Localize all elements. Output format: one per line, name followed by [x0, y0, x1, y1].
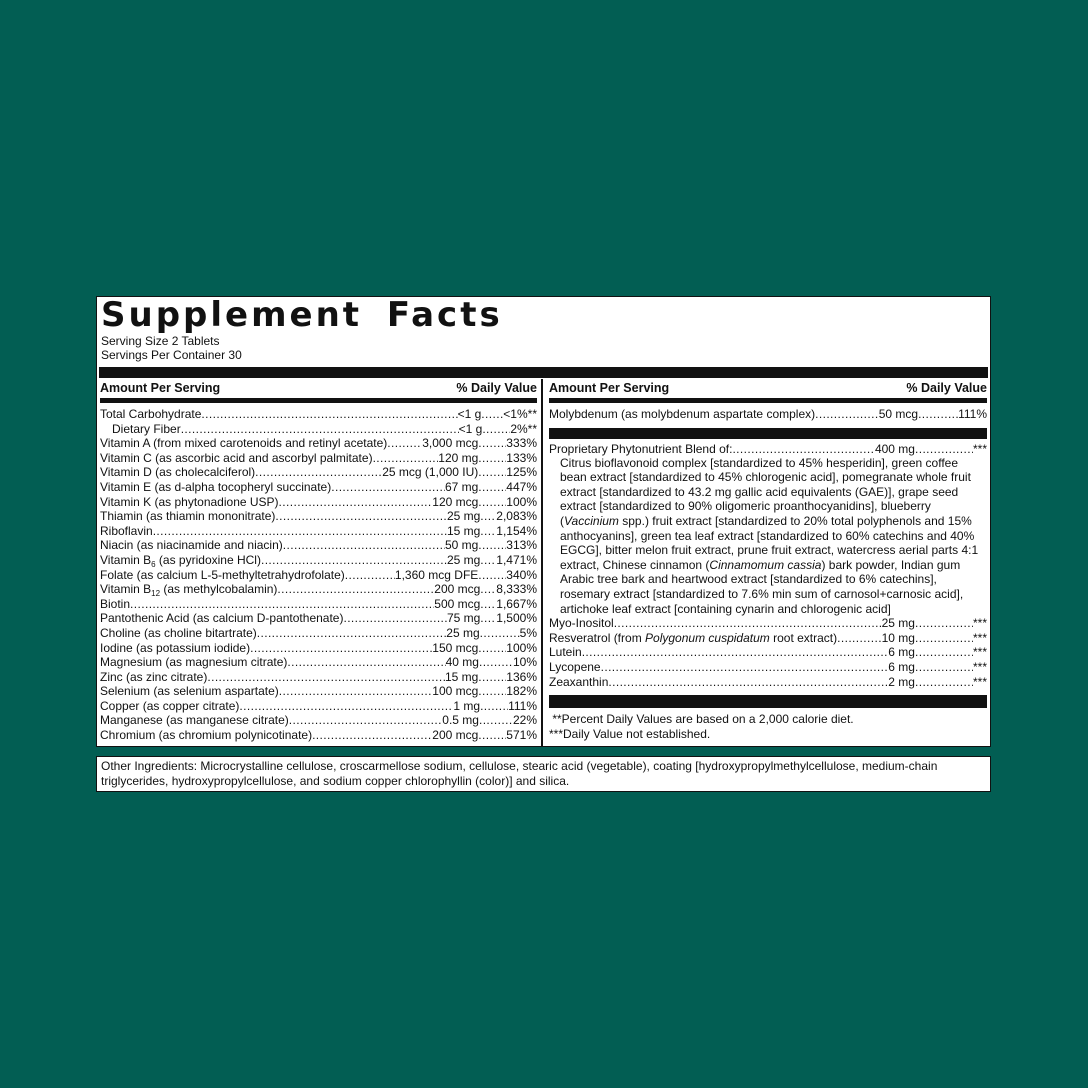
nutrient-dv: 1,500% — [496, 611, 537, 626]
nutrient-row — [100, 509, 537, 524]
nutrient-row — [100, 699, 537, 714]
nutrient-list — [549, 616, 987, 689]
nutrient-name: Iodine (as potassium iodide) — [100, 640, 251, 655]
nutrient-row — [100, 568, 537, 583]
nutrient-name: Choline (as choline bitartrate) — [100, 625, 257, 640]
nutrient-name: Folate (as calcium L-5-methyltetrahydrofolate) — [100, 567, 345, 582]
nutrient-dv: 2,083% — [496, 509, 537, 524]
nutrient-name: Chromium (as chromium polynicotinate) — [100, 728, 313, 743]
nutrient-name: Thiamin (as thiamin mononitrate) — [100, 509, 276, 524]
nutrient-amount: 15 mg — [444, 669, 479, 684]
nutrient-row — [100, 553, 537, 568]
nutrient-name: Vitamin $B_6$ (as pyridoxine HCl) — [100, 552, 261, 568]
nutrient-dv: 182% — [506, 684, 537, 699]
nutrient-amount: 1,360 mcg DFE — [394, 567, 479, 582]
blend-amount: 400 mg — [874, 441, 915, 456]
nutrient-row — [549, 660, 987, 675]
nutrient-dv: 100% — [506, 494, 537, 509]
nutrient-dv: 22% — [512, 713, 537, 728]
nutrient-row — [100, 713, 537, 728]
column-header — [100, 380, 537, 396]
nutrient-dv: 125% — [506, 465, 537, 480]
blend-dv: *** — [972, 441, 987, 456]
nutrient-dv: 8,333% — [496, 582, 537, 597]
nutrient-amount: 500 mcg — [434, 596, 481, 611]
nutrient-row — [100, 655, 537, 670]
nutrient-row — [100, 422, 537, 437]
nutrient-name: Copper (as copper citrate) — [100, 698, 240, 713]
nutrient-name: Biotin — [100, 596, 131, 611]
nutrient-amount: 0.5 mg — [442, 713, 479, 728]
nutrient-amount: 25 mg — [446, 509, 481, 524]
footnote-dv: **Percent Daily Values are based on a 2,000 calorie diet. — [549, 712, 854, 727]
nutrient-amount: 100 mcg — [432, 684, 479, 699]
thick-divider — [549, 428, 987, 439]
nutrient-row — [100, 728, 537, 743]
serving-size: Serving Size 2 Tablets — [101, 334, 220, 348]
nutrient-dv: *** — [972, 645, 987, 660]
nutrient-name: Vitamin C (as ascorbic acid and ascorbyl palmitate) — [100, 450, 373, 465]
nutrient-name: Total Carbohydrate — [100, 407, 202, 421]
blend-name: Proprietary Phytonutrient Blend of: — [549, 441, 733, 456]
nutrient-dv: 10% — [512, 655, 537, 670]
thick-divider — [99, 367, 988, 378]
supplement-facts-panel — [96, 296, 991, 747]
nutrient-row — [100, 684, 537, 699]
nutrient-name: Zeaxanthin — [549, 674, 609, 689]
nutrient-dv: 447% — [506, 479, 537, 494]
nutrient-amount: 1 mg — [453, 698, 481, 713]
nutrient-amount: 40 mg — [445, 655, 479, 670]
nutrient-name: Dietary Fiber — [112, 421, 181, 436]
nutrient-row — [100, 538, 537, 553]
nutrient-amount: 3,000 mcg — [422, 436, 479, 451]
nutrient-amount: 10 mg — [881, 630, 915, 645]
nutrient-dv: *** — [972, 616, 987, 631]
nutrient-name: Magnesium (as magnesium citrate) — [100, 655, 288, 670]
thick-divider — [549, 695, 987, 708]
amount-per-serving-label: Amount Per Serving — [100, 381, 221, 395]
nutrient-amount: <1 g — [457, 407, 482, 421]
nutrient-row — [100, 480, 537, 495]
nutrient-name: Lutein — [549, 645, 582, 660]
nutrient-dv: 2%** — [510, 421, 537, 436]
nutrient-amount: <1 g — [458, 421, 483, 436]
nutrient-name: Vitamin $B_{12}$ (as methylcobalamin) — [100, 582, 278, 597]
blend-description: Citrus bioflavonoid complex [standardized to 45% hesperidin], green coffee bean extract [standardized to 45% chlorogenic acid], pomegranate whole fruit extract [standardized to 43.2 mg gallic acid equivalents (GAE)], grape seed extract [standardized to 90% oligomeric proanthocyanidins], blueberry (Vaccinium spp.) fruit extract [standardized to 20% total polyphenols and 15% anthocyanins], green tea leaf extract [standardized to 60% catechins and 40% EGCG], bitter melon fruit extract, prune fruit extract, watercress aerial parts 4:1 extract, Chinese cinnamon (Cinnamomum cassia) bark powder, Indian gum Arabic tree bark and heartwood extract [standardized to 6% catechins], rosemary extract [standardized to 7.6% min sum of carnosol+carnosic acid], artichoke leaf extract [containing cynarin and chlorogenic acid] — [560, 455, 979, 616]
nutrient-name: Zinc (as zinc citrate) — [100, 669, 208, 684]
nutrient-row — [100, 626, 537, 641]
nutrient-row — [549, 631, 987, 646]
nutrient-dv: 313% — [506, 538, 537, 553]
daily-value-label: % Daily Value — [906, 381, 987, 395]
nutrient-amount: 25 mcg (1,000 IU) — [382, 465, 479, 480]
nutrient-dv: *** — [972, 630, 987, 645]
nutrient-row-molybdenum — [549, 407, 987, 422]
nutrient-amount: 200 mcg — [434, 582, 481, 597]
nutrient-row — [100, 597, 537, 612]
nutrient-amount: 25 mg — [881, 616, 915, 631]
nutrient-amount: 67 mg — [444, 479, 479, 494]
nutrient-name: Vitamin A (from mixed carotenoids and retinyl acetate) — [100, 436, 388, 451]
nutrient-name: Vitamin E (as d-alpha tocopheryl succinate) — [100, 479, 332, 494]
nutrient-dv: 1,667% — [496, 596, 537, 611]
nutrient-dv: *** — [972, 660, 987, 674]
nutrient-row — [549, 616, 987, 631]
nutrient-amount: 6 mg — [888, 660, 915, 674]
other-ingredients: Other Ingredients: Microcrystalline cellulose, croscarmellose sodium, cellulose, stearic acid (vegetable), coating [hydroxypropylmethylcellulose, medium-chain triglycerides, hydroxypropylcellulose, and sodium copper chlorophyllin (color)] and silica. — [96, 756, 991, 792]
nutrient-name: Niacin (as niacinamide and niacin) — [100, 538, 283, 553]
nutrient-row-blend — [549, 442, 987, 457]
nutrient-dv: 133% — [506, 450, 537, 465]
nutrient-amount: 120 mg — [438, 450, 479, 465]
nutrient-dv: 111% — [508, 698, 537, 713]
nutrient-dv: 1,154% — [496, 523, 537, 538]
nutrient-row — [100, 524, 537, 539]
nutrient-row — [100, 611, 537, 626]
nutrient-dv: 340% — [506, 567, 537, 582]
nutrient-row — [100, 407, 537, 422]
nutrient-dv: 571% — [506, 728, 537, 743]
nutrient-amount: 50 mcg — [878, 407, 919, 421]
nutrient-name: Riboflavin — [100, 523, 153, 538]
nutrient-column-left — [100, 379, 537, 746]
nutrient-amount: 50 mg — [444, 538, 479, 553]
column-header — [549, 380, 987, 396]
nutrient-amount: 75 mg — [446, 611, 481, 626]
nutrient-amount: 150 mcg — [432, 640, 479, 655]
nutrient-amount: 2 mg — [888, 674, 915, 689]
nutrient-row — [100, 451, 537, 466]
nutrient-dv: 1,471% — [496, 552, 537, 567]
panel-title: Supplement Facts — [101, 295, 503, 335]
nutrient-amount: 15 mg — [446, 523, 481, 538]
nutrient-row — [100, 582, 537, 597]
daily-value-label: % Daily Value — [456, 381, 537, 395]
column-divider — [541, 379, 543, 746]
servings-per-container: Servings Per Container 30 — [101, 348, 242, 362]
nutrient-name: Molybdenum (as molybdenum aspartate complex) — [549, 407, 816, 421]
nutrient-dv: <1%** — [503, 407, 537, 421]
nutrient-name: Selenium (as selenium aspartate) — [100, 684, 279, 699]
nutrient-name: Vitamin D (as cholecalciferol) — [100, 465, 256, 480]
nutrient-row — [549, 675, 987, 690]
nutrient-amount: 120 mcg — [432, 494, 479, 509]
nutrient-amount: 25 mg — [446, 552, 481, 567]
nutrient-name: Vitamin K (as phytonadione USP) — [100, 494, 279, 509]
nutrient-dv: *** — [972, 674, 987, 689]
nutrient-amount: 200 mcg — [432, 728, 479, 743]
nutrient-name: Resveratrol (from Polygonum cuspidatum root extract) — [549, 630, 838, 645]
header-rule — [549, 398, 987, 403]
nutrient-list — [100, 407, 537, 743]
nutrient-column-right — [549, 379, 987, 746]
nutrient-dv: 136% — [506, 669, 537, 684]
nutrient-row — [549, 645, 987, 660]
nutrient-name: Lycopene — [549, 660, 601, 674]
nutrient-name: Manganese (as manganese citrate) — [100, 713, 289, 728]
nutrient-dv: 100% — [506, 640, 537, 655]
nutrient-name: Pantothenic Acid (as calcium D-pantothenate) — [100, 611, 344, 626]
nutrient-dv: 333% — [506, 436, 537, 451]
nutrient-amount: 6 mg — [888, 645, 915, 660]
header-rule — [100, 398, 537, 403]
nutrient-dv: 111% — [958, 407, 987, 421]
nutrient-amount: 25 mg — [446, 625, 480, 640]
nutrient-name: Myo-Inositol — [549, 616, 614, 631]
nutrient-row — [100, 641, 537, 656]
footnote-not-established: ***Daily Value not established. — [549, 726, 711, 741]
nutrient-row — [100, 465, 537, 480]
nutrient-row — [100, 670, 537, 685]
nutrient-row — [100, 436, 537, 451]
amount-per-serving-label: Amount Per Serving — [549, 381, 670, 395]
nutrient-row — [100, 495, 537, 510]
nutrient-dv: 5% — [519, 625, 537, 640]
